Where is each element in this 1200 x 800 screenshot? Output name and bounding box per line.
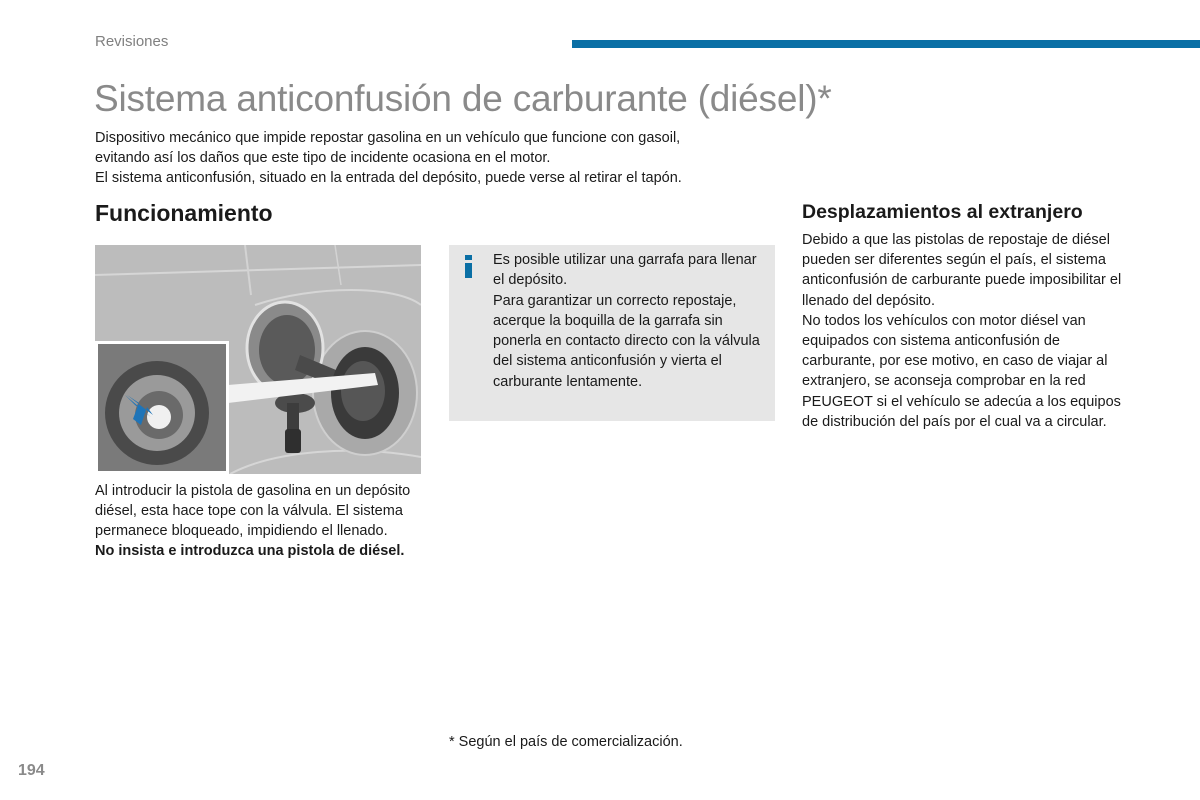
info-paragraph: Es posible utilizar una garrafa para llenar el depósito. bbox=[493, 252, 757, 289]
abroad-paragraph: Debido a que las pistolas de repostaje de diésel pueden ser diferentes según el país, el sistema anticonfusión de carburante puede imposibilitar el llenado del depósito. bbox=[802, 232, 1122, 309]
info-text bbox=[493, 250, 768, 392]
fuel-filler-drawing bbox=[95, 245, 421, 474]
header-accent-bar bbox=[572, 40, 1200, 48]
funcionamiento-heading: Funcionamiento bbox=[95, 200, 273, 226]
intro-paragraph bbox=[95, 128, 775, 188]
caption-warning: No insista e introduzca una pistola de diésel. bbox=[95, 543, 405, 559]
abroad-paragraph: No todos los vehículos con motor diésel van equipados con sistema anticonfusión de carburante, por ese motivo, en caso de viajar al extranjero, se aconseja comprobar en la red PEUGEOT si el vehículo se adecúa a los equipos de distribución del país por el cual va a circular. bbox=[802, 312, 1121, 430]
abroad-heading: Desplazamientos al extranjero bbox=[802, 201, 1083, 223]
fuel-filler-misfuelling-device-illustration bbox=[95, 245, 421, 474]
page-number: 194 bbox=[18, 762, 45, 779]
info-paragraph: Para garantizar un correcto repostaje, acerque la boquilla de la garrafa sin ponerla en contacto directo con la válvula del sistema anticonfusión y vierta el carburante lentamente. bbox=[493, 292, 760, 390]
info-icon bbox=[465, 255, 473, 277]
illustration-caption bbox=[95, 481, 420, 561]
page-title: Sistema anticonfusión de carburante (diésel)* bbox=[94, 78, 832, 119]
intro-line: El sistema anticonfusión, situado en la entrada del depósito, puede verse al retirar el tapón. bbox=[95, 170, 682, 186]
abroad-text bbox=[802, 230, 1122, 432]
info-box bbox=[449, 245, 775, 421]
footnote: * Según el país de comercialización. bbox=[449, 734, 683, 750]
caption-text: Al introducir la pistola de gasolina en un depósito diésel, esta hace tope con la válvula. El sistema permanece bloqueado, impidiendo el llenado. bbox=[95, 483, 411, 539]
intro-line: evitando así los daños que este tipo de incidente ocasiona en el motor. bbox=[95, 150, 551, 166]
intro-line: Dispositivo mecánico que impide repostar gasolina en un vehículo que funcione con gasoil, bbox=[95, 130, 681, 146]
section-label: Revisiones bbox=[95, 33, 169, 50]
